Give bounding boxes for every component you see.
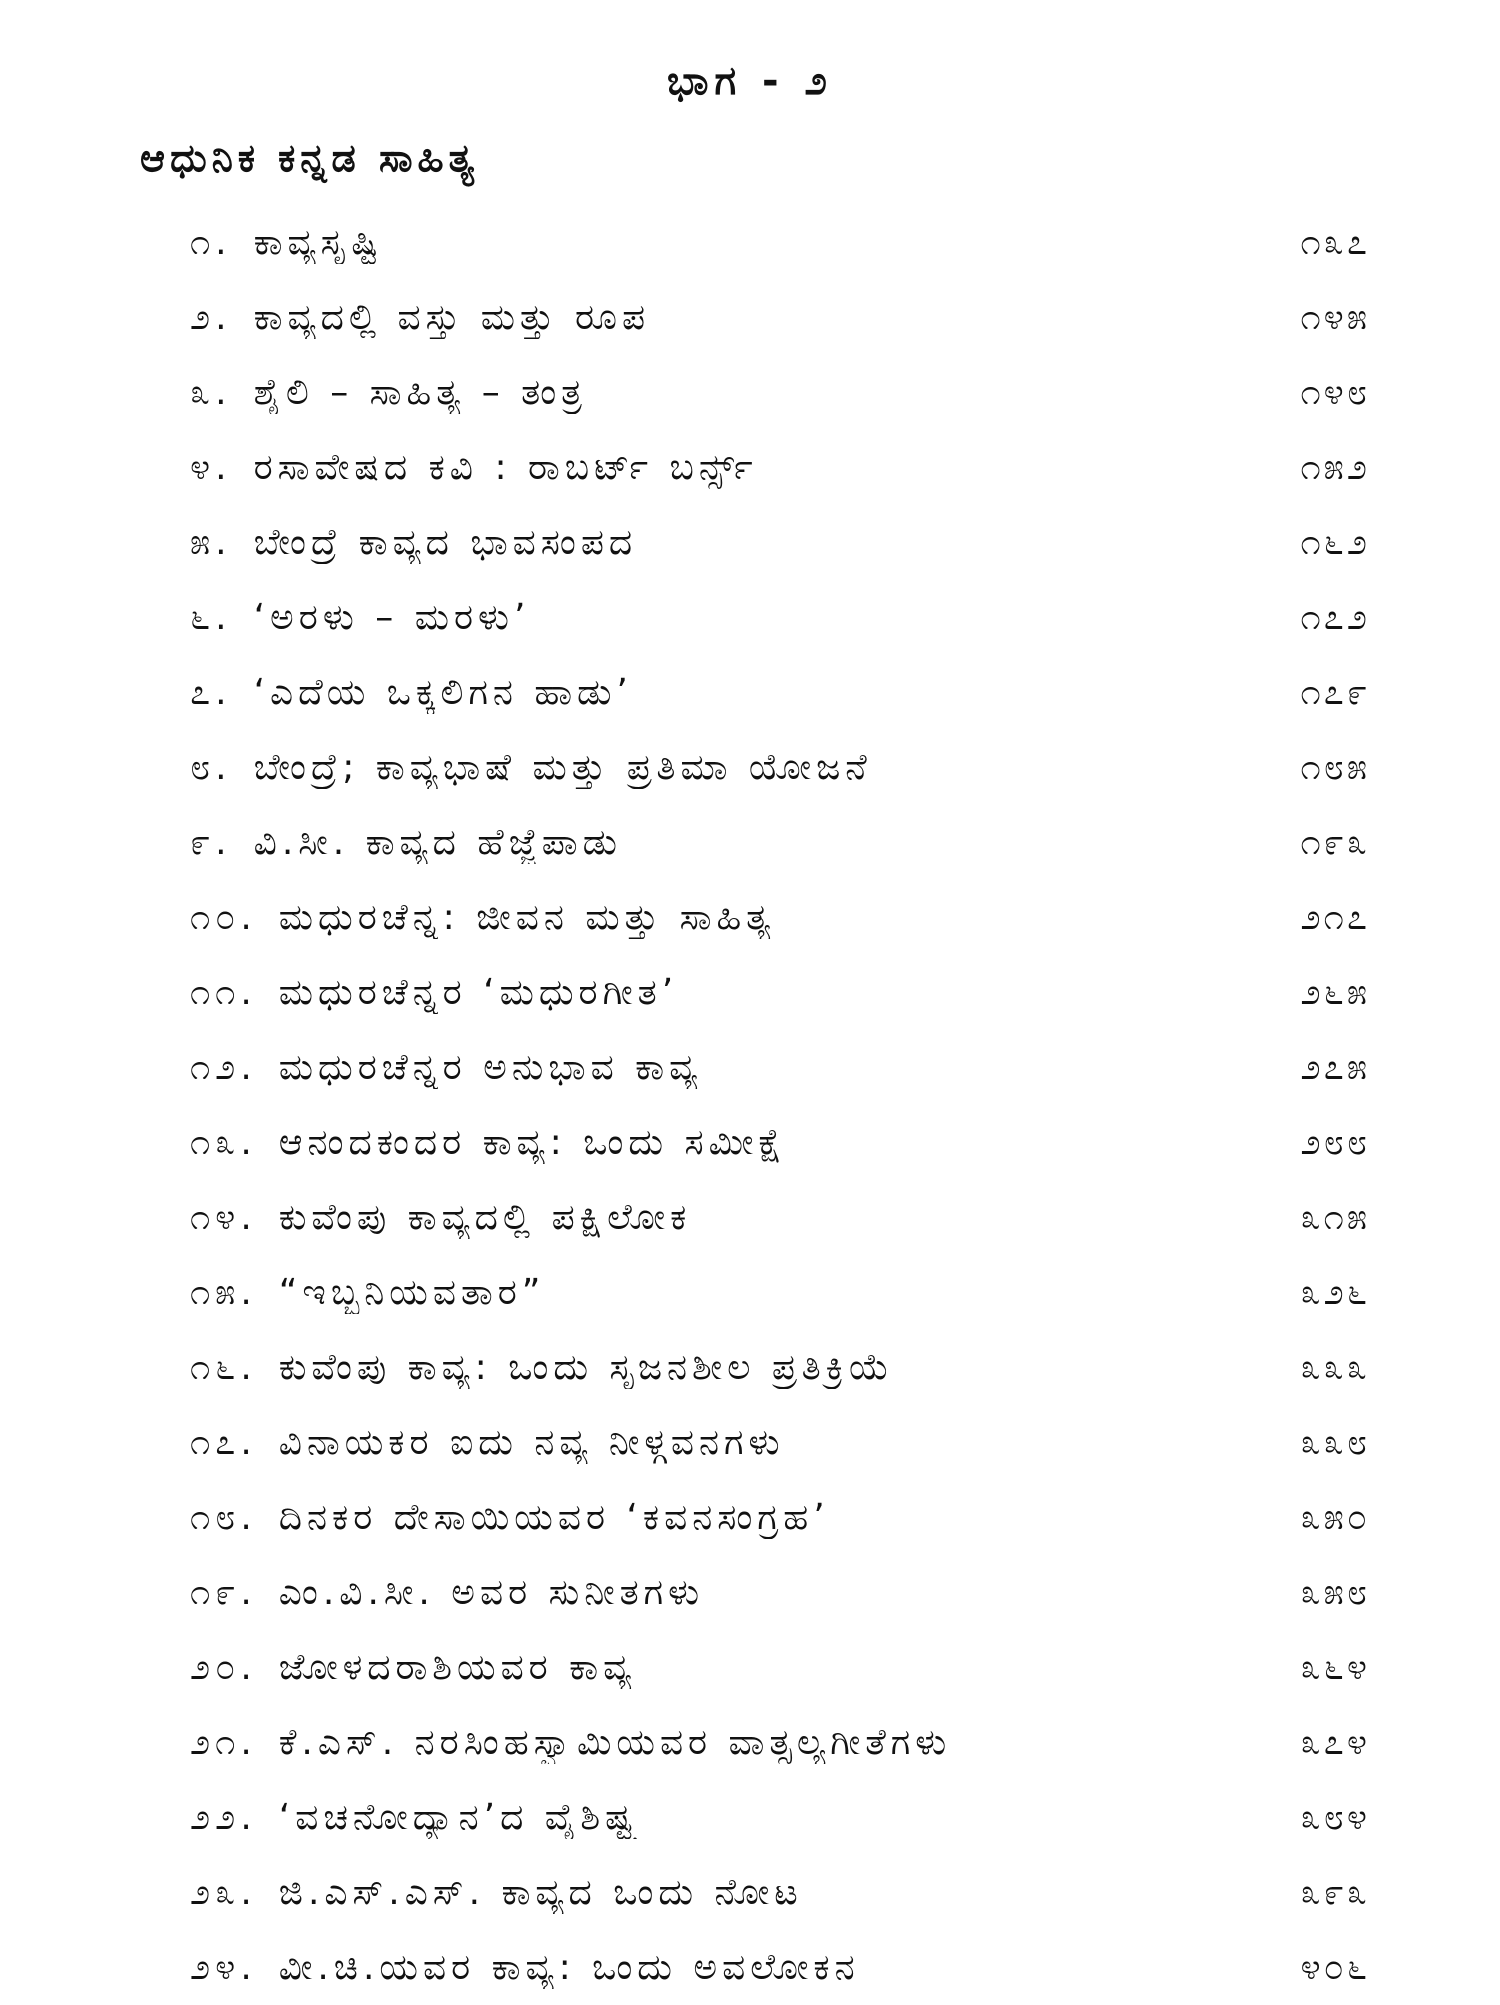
toc-entry-page: ೧೬೨ <box>1300 521 1370 563</box>
toc-entry-title: “ಇಬ್ಬನಿಯವತಾರ” <box>278 1271 546 1313</box>
toc-entry <box>190 505 1370 580</box>
toc-entry-number: ೨೨. <box>190 1796 257 1838</box>
toc-entry-page: ೩೮೪ <box>1300 1796 1370 1838</box>
toc-entry-page: ೧೯೩ <box>1300 821 1370 863</box>
toc-entry-page: ೧೪೫ <box>1300 296 1370 338</box>
toc-entry-title: ವಿನಾಯಕರ ಐದು ನವ್ಯ ನೀಳ್ಗವನಗಳು <box>278 1421 785 1463</box>
toc-entry-page: ೩೩೮ <box>1300 1421 1370 1463</box>
toc-entry-title: ವಿ.ಸೀ. ಕಾವ್ಯದ ಹೆಜ್ಜೆಪಾಡು <box>253 821 622 863</box>
toc-entry-title: ‘ಎದೆಯ ಒಕ್ಕಲಿಗನ ಹಾಡು’ <box>253 671 633 713</box>
toc-entry-title: ಎಂ.ವಿ.ಸೀ. ಅವರ ಸುನೀತಗಳು <box>278 1571 705 1613</box>
toc-entry-title: ರಸಾವೇಷದ ಕವಿ : ರಾಬರ್ಟ್ ಬರ್ನ್ಸ್ <box>253 446 758 488</box>
toc-entry-number: ೧೫. <box>190 1271 257 1313</box>
toc-entry <box>190 805 1370 880</box>
toc-entry-number: ೨೪. <box>190 1946 257 1988</box>
toc-entry-title: ಕುವೆಂಪು ಕಾವ್ಯ: ಒಂದು ಸೃಜನಶೀಲ ಪ್ರತಿಕ್ರಿಯೆ <box>278 1346 895 1388</box>
toc-entry <box>190 1405 1370 1480</box>
toc-entry-number: ೧೪. <box>190 1196 257 1238</box>
toc-entry-number: ೨೦. <box>190 1646 257 1688</box>
toc-entry-page: ೩೫೮ <box>1300 1571 1370 1613</box>
toc-entry-page: ೩೬೪ <box>1300 1646 1370 1688</box>
toc-entry-title: ಶೈಲಿ – ಸಾಹಿತ್ಯ – ತಂತ್ರ <box>253 371 587 413</box>
toc-entry-title: ಕುವೆಂಪು ಕಾವ್ಯದಲ್ಲಿ ಪಕ್ಷಿಲೋಕ <box>278 1196 692 1238</box>
toc-entry-title: ಕಾವ್ಯಸೃಷ್ಟಿ <box>253 221 384 263</box>
toc-entry-page: ೨೧೭ <box>1300 896 1370 938</box>
toc-entry-page: ೨೮೮ <box>1300 1121 1370 1163</box>
toc-entry-number: ೧೩. <box>190 1121 257 1163</box>
toc-entry <box>190 880 1370 955</box>
toc-entry-title: ಜಿ.ಎಸ್.ಎಸ್. ಕಾವ್ಯದ ಒಂದು ನೋಟ <box>278 1871 803 1913</box>
toc-entry-page: ೧೩೭ <box>1300 221 1370 263</box>
toc-entry-number: ೧. <box>190 221 232 263</box>
toc-entry <box>190 205 1370 280</box>
toc-entry <box>190 1855 1370 1930</box>
toc-entry-number: ೧೧. <box>190 971 257 1013</box>
toc-entry-title: ‘ವಚನೋದ್ಯಾನ’ದ ವೈಶಿಷ್ಟ್ಯ <box>278 1796 644 1838</box>
toc-entry-number: ೧೦. <box>190 896 257 938</box>
section-title: ಆಧುನಿಕ ಕನ್ನಡ ಸಾಹಿತ್ಯ <box>140 136 480 180</box>
toc-entry <box>190 1330 1370 1405</box>
toc-entry-number: ೨೩. <box>190 1871 257 1913</box>
toc-entry-number: ೮. <box>190 746 232 788</box>
toc-entry-page: ೪೦೬ <box>1300 1946 1370 1988</box>
toc-entry-page: ೧೭೨ <box>1300 596 1370 638</box>
toc-entry-number: ೩. <box>190 371 232 413</box>
toc-entry-number: ೧೨. <box>190 1046 257 1088</box>
toc-entry-title: ‘ಅರಳು – ಮರಳು’ <box>253 596 531 638</box>
toc-entry-number: ೪. <box>190 446 232 488</box>
toc-entry <box>190 1630 1370 1705</box>
toc-entry <box>190 430 1370 505</box>
toc-entry <box>190 730 1370 805</box>
toc-entry <box>190 1105 1370 1180</box>
toc-entry-number: ೭. <box>190 671 232 713</box>
toc-entry-number: ೧೬. <box>190 1346 257 1388</box>
toc-entry-number: ೧೮. <box>190 1496 257 1538</box>
toc-entry <box>190 1555 1370 1630</box>
toc-entry-number: ೯. <box>190 821 232 863</box>
toc-entry-title: ಬೇಂದ್ರೆ; ಕಾವ್ಯಭಾಷೆ ಮತ್ತು ಪ್ರತಿಮಾ ಯೋಜನೆ <box>253 746 872 788</box>
toc-entry-number: ೬. <box>190 596 232 638</box>
toc-entry-page: ೩೩೩ <box>1300 1346 1370 1388</box>
toc-entry-title: ಮಧುರಚೆನ್ನ: ಜೀವನ ಮತ್ತು ಸಾಹಿತ್ಯ <box>278 896 776 938</box>
toc-entry <box>190 1030 1370 1105</box>
toc-entry-title: ಮಧುರಚೆನ್ನರ ‘ಮಧುರಗೀತ’ <box>278 971 679 1013</box>
toc-entry-page: ೩೨೬ <box>1300 1271 1370 1313</box>
toc-entry <box>190 1480 1370 1555</box>
toc-entry <box>190 955 1370 1030</box>
toc-entry-page: ೧೮೫ <box>1300 746 1370 788</box>
part-title: ಭಾಗ - ೨ <box>667 58 833 104</box>
toc-entry-page: ೨೬೫ <box>1300 971 1370 1013</box>
toc-entry-title: ಆನಂದಕಂದರ ಕಾವ್ಯ: ಒಂದು ಸಮೀಕ್ಷೆ <box>278 1121 787 1163</box>
toc-entry <box>190 580 1370 655</box>
toc-entry-title: ವೀ.ಚಿ.ಯವರ ಕಾವ್ಯ: ಒಂದು ಅವಲೋಕನ <box>278 1946 860 1988</box>
toc-entry <box>190 1705 1370 1780</box>
toc-entry <box>190 1255 1370 1330</box>
toc-entry-number: ೧೭. <box>190 1421 257 1463</box>
toc-entry-page: ೨೭೫ <box>1300 1046 1370 1088</box>
toc-entry <box>190 355 1370 430</box>
table-of-contents <box>190 205 1370 2005</box>
toc-entry-title: ಮಧುರಚೆನ್ನರ ಅನುಭಾವ ಕಾವ್ಯ <box>278 1046 703 1088</box>
toc-entry-page: ೩೧೫ <box>1300 1196 1370 1238</box>
toc-entry-number: ೫. <box>190 521 232 563</box>
toc-entry-number: ೨೧. <box>190 1721 257 1763</box>
toc-entry-title: ಬೇಂದ್ರೆ ಕಾವ್ಯದ ಭಾವಸಂಪದ <box>253 521 638 563</box>
toc-entry <box>190 1180 1370 1255</box>
toc-entry-page: ೧೫೨ <box>1300 446 1370 488</box>
toc-entry-title: ದಿನಕರ ದೇಸಾಯಿಯವರ ‘ಕವನಸಂಗ್ರಹ’ <box>278 1496 830 1538</box>
toc-entry-title: ಕೆ.ಎಸ್. ನರಸಿಂಹಸ್ವಾಮಿಯವರ ವಾತ್ಸಲ್ಯಗೀತೆಗಳು <box>278 1721 952 1763</box>
toc-entry-title: ಜೋಳದರಾಶಿಯವರ ಕಾವ್ಯ <box>278 1646 637 1688</box>
toc-entry-page: ೧೭೯ <box>1300 671 1370 713</box>
toc-entry <box>190 1930 1370 2005</box>
toc-entry-page: ೩೯೩ <box>1300 1871 1370 1913</box>
toc-entry <box>190 1780 1370 1855</box>
toc-entry-number: ೨. <box>190 296 232 338</box>
toc-entry-page: ೧೪೮ <box>1300 371 1370 413</box>
toc-entry-title: ಕಾವ್ಯದಲ್ಲಿ ವಸ್ತು ಮತ್ತು ರೂಪ <box>253 296 651 338</box>
toc-entry-page: ೩೭೪ <box>1300 1721 1370 1763</box>
toc-entry <box>190 655 1370 730</box>
toc-entry-number: ೧೯. <box>190 1571 257 1613</box>
toc-entry-page: ೩೫೦ <box>1300 1496 1370 1538</box>
toc-entry <box>190 280 1370 355</box>
